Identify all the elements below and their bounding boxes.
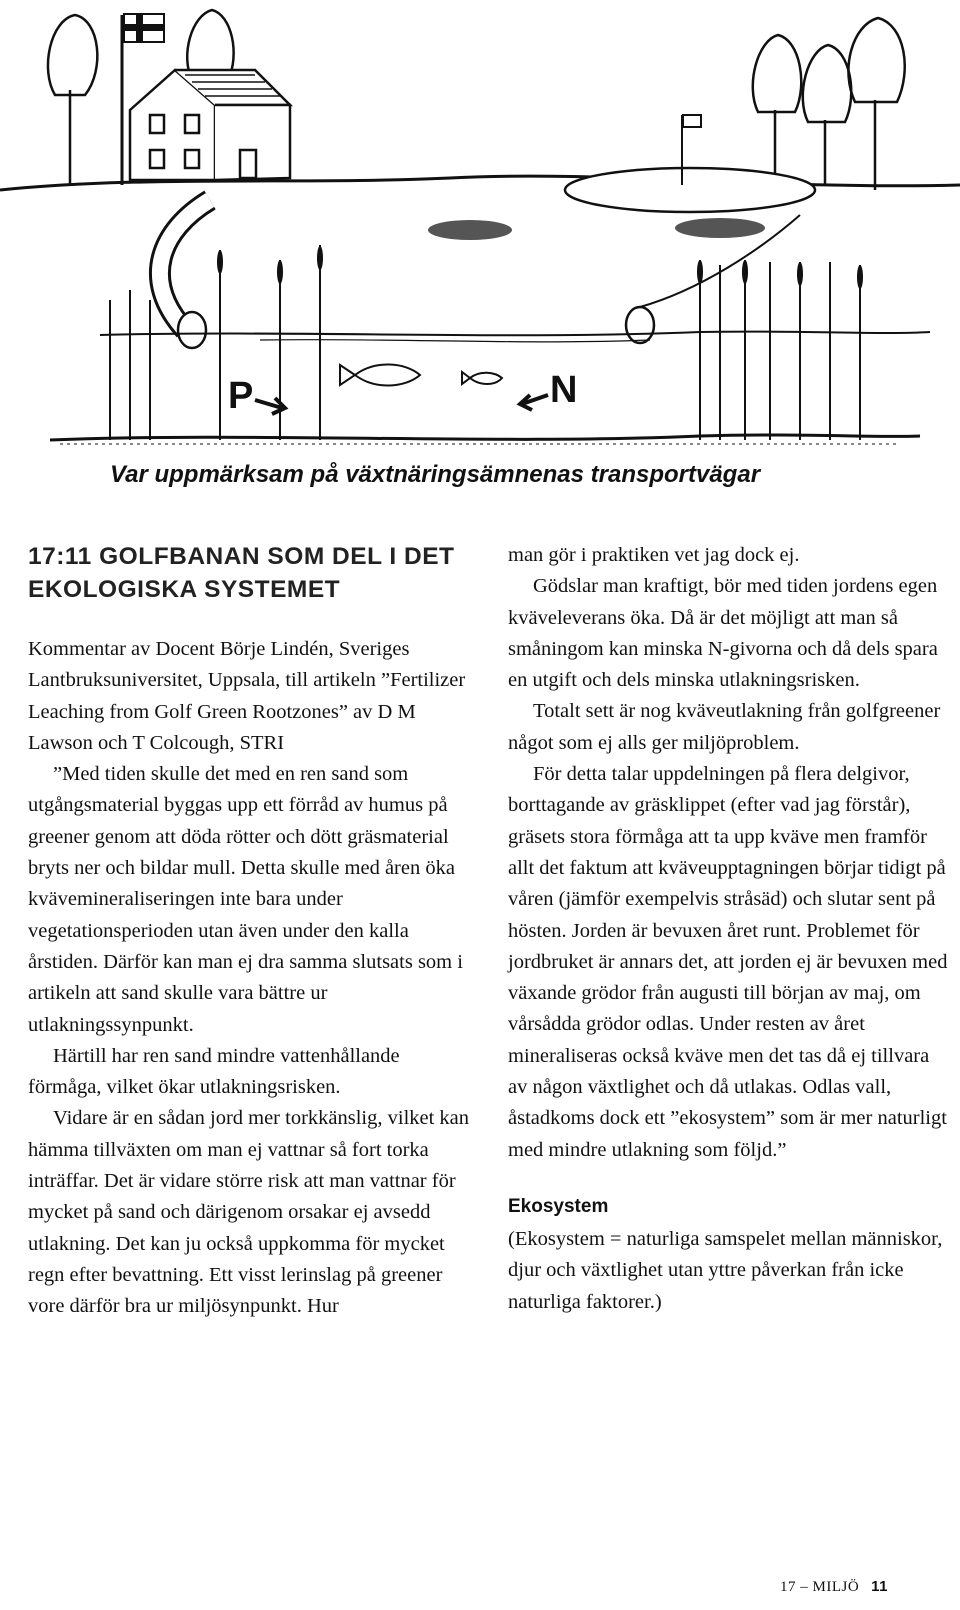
fish-icon	[340, 364, 420, 385]
article-title: 17:11 GOLFBANAN SOM DEL I DET EKOLOGISKA SYSTEMET	[28, 543, 455, 603]
illustration-caption: Var uppmärksam på växtnäringsämnenas transportvägar	[110, 461, 761, 488]
page-number: 11	[871, 1578, 889, 1595]
golf-course-drawing	[0, 0, 960, 520]
left-column	[28, 540, 478, 1323]
paragraph: Vidare är en sådan jord mer torkkänslig, vilket kan hämma tillväxten om man ej vattnar så fort torka inträffar. Det är vidare större risk att man vattnar för mycket på sand och därigenom orsakar ej avsedd utlakning. Det kan ju också uppkomma för mycket regn efter bevattning. Ett visst lerinslag på greener vore därför bra ur miljösynpunkt. Hur	[28, 1107, 470, 1318]
paragraph: Totalt sett är nog kväveutlakning från golfgreener något som ej alls ger miljöproblem.	[508, 700, 941, 754]
tree-icon	[753, 18, 905, 190]
paragraph: För detta talar uppdelningen på flera delgivor, borttagande av gräsklippet (efter vad jag förstår), gräsets stora förmåga att ta upp kväve men framför allt det faktum att kväveupptagningen börjar tidigt på våren (jämför exempelvis stråsäd) och slutar sent på hösten. Jorden är bevuxen året runt. Problemet för jordbruket är annars det, att jorden ej är bevuxen med växande grödor från augusti till början av maj, om vårsådda grödor odlas. Under resten av året mineraliseras också kväve men det tas då ej tillvara av någon växtlighet och då utlakas. Odlas vall, åstadkoms dock ett ”ekosystem” som är mer naturligt med mindre utlakning som följd.”	[508, 763, 948, 1161]
label-p: P	[228, 375, 254, 417]
paragraph: Härtill har ren sand mindre vattenhållande förmåga, vilket ökar utlakningsrisken.	[28, 1044, 400, 1099]
illustration	[0, 0, 960, 520]
fish-icon	[462, 372, 502, 384]
right-column	[508, 540, 948, 1318]
paragraph: ”Med tiden skulle det med en ren sand som utgångsmaterial byggas upp ett förråd av humus på greener genom att döda rötter och dött gräsmaterial bryts ner och bildar mull. Detta skulle med åren öka kvävemineraliseringen inte bara under vegetationsperioden utan även under den kalla årstiden. Därför kan man ej dra samma slutsats som i artikeln att sand skulle vara bättre ur utlakningssynpunkt.	[28, 763, 463, 1036]
box-text: (Ekosystem = naturliga samspelet mellan människor, djur och växtlighet utan yttre påverkan från icke naturliga faktorer.)	[508, 1227, 943, 1313]
footer-section: 17 – MILJÖ	[780, 1579, 860, 1595]
paragraph: Gödslar man kraftigt, bör med tiden jordens egen kväveleverans öka. Då är det möjligt att man så småningom kan minska N-givorna och då dels spara en utgift och dels minska utlakningsrisken.	[508, 575, 938, 692]
paragraph: man gör i praktiken vet jag dock ej.	[508, 544, 800, 566]
box-heading: Ekosystem	[508, 1195, 609, 1217]
label-n: N	[550, 369, 578, 411]
arrow-icon	[520, 395, 548, 410]
paragraph: Kommentar av Docent Börje Lindén, Sveriges Lantbruksuniversitet, Uppsala, till artikeln ”Fertilizer Leaching from Golf Green Rootzones” av D M Lawson och T Colcough, STRI	[28, 638, 466, 754]
tree-icon	[48, 15, 97, 185]
house-icon	[130, 70, 290, 180]
page-footer	[780, 1578, 950, 1596]
